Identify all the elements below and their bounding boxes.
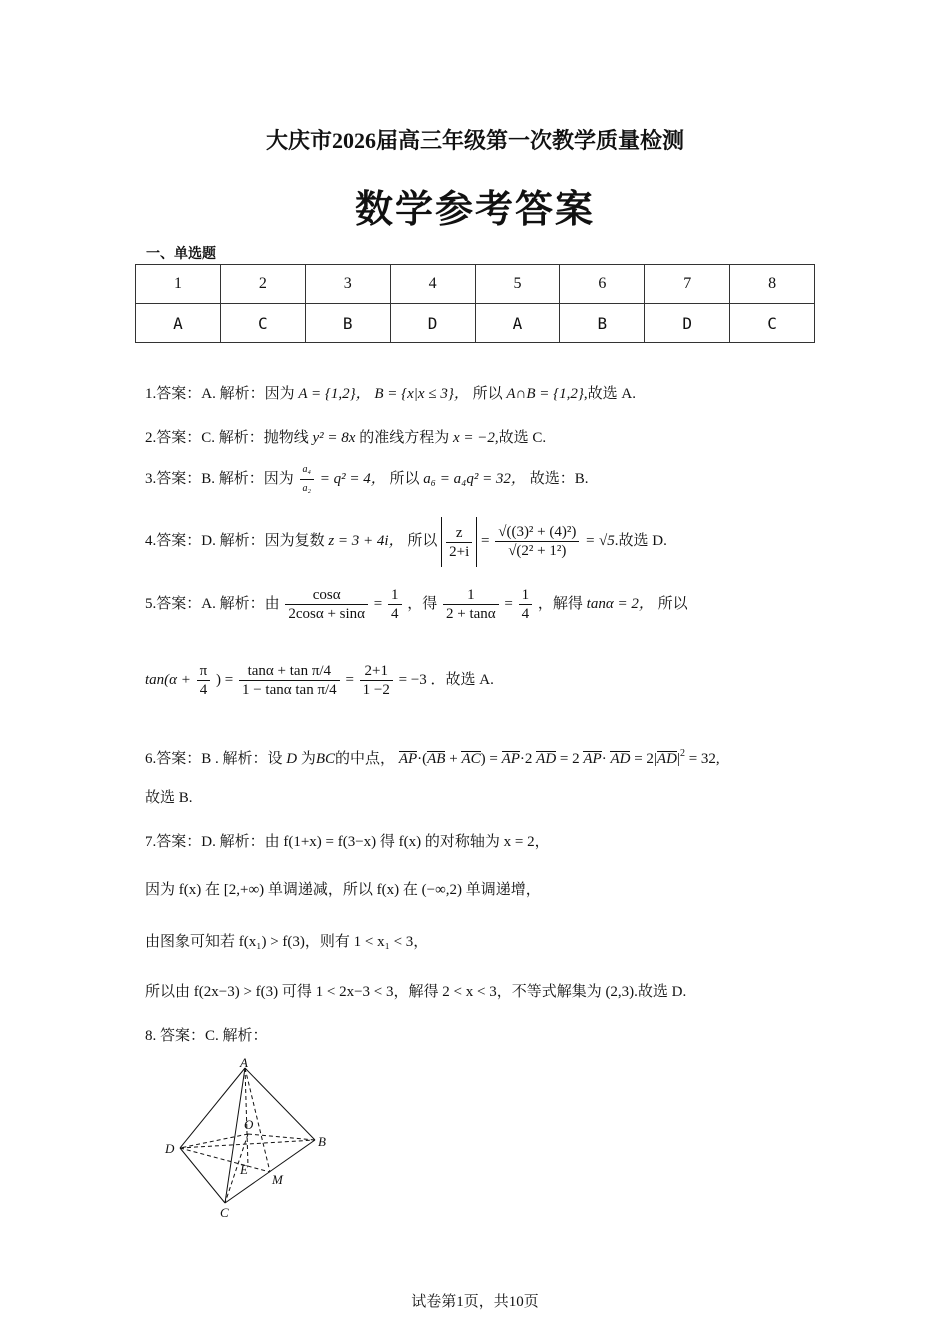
table-cell-answer: A bbox=[475, 304, 560, 343]
vector-AD: AD bbox=[536, 751, 557, 767]
fraction-numerator: 1 bbox=[388, 586, 402, 605]
solution-5-math: ) = bbox=[216, 672, 234, 688]
solution-5-text: ．故选 A. bbox=[430, 672, 494, 688]
solution-2 bbox=[145, 428, 546, 448]
fraction-denominator: 2 + tanα bbox=[446, 606, 496, 623]
solution-6-text: 6.答案：B . 解析：设 bbox=[145, 751, 283, 767]
label-E: E bbox=[240, 1162, 248, 1177]
segment-DM bbox=[180, 1148, 270, 1172]
solution-6-math: D bbox=[286, 751, 298, 767]
solution-6-math: BC bbox=[315, 751, 336, 767]
fraction-numerator: 2+1 bbox=[360, 662, 393, 681]
fraction-denominator: 4 bbox=[391, 606, 399, 623]
solution-6-tail: 故选 B. bbox=[145, 790, 193, 806]
vector-AP: AP bbox=[583, 751, 602, 767]
solution-5-fraction bbox=[388, 586, 402, 623]
solution-5-fraction bbox=[519, 586, 533, 623]
table-cell-number: 5 bbox=[475, 265, 560, 304]
answer-table-answer-row bbox=[136, 304, 815, 343]
solution-1-math: A = {1,2}， bbox=[298, 386, 371, 402]
fraction-numerator: cosα bbox=[285, 586, 368, 605]
solution-7-line-1: 7.答案：D. 解析：由 f(1+x) = f(3−x) 得 f(x) 的对称轴为 x = 2， bbox=[145, 834, 550, 850]
fraction-numerator: √((3)² + (4)²) bbox=[495, 523, 579, 542]
table-cell-answer: B bbox=[305, 304, 390, 343]
table-cell-number: 3 bbox=[305, 265, 390, 304]
solution-5-math: tan(α + bbox=[145, 672, 191, 688]
solution-7-line-3: 由图象可知若 f(x₁) > f(3)，则有 1 < x₁ < 3， bbox=[145, 934, 429, 950]
solution-5-text: ，得 bbox=[407, 596, 438, 612]
fraction-denominator: 1 − tanα tan π/4 bbox=[241, 682, 337, 699]
vector-AP: AP bbox=[398, 751, 418, 767]
solution-4-fraction bbox=[495, 523, 579, 560]
vector-AB: AB bbox=[427, 751, 446, 767]
vector-AC: AC bbox=[461, 751, 481, 767]
solution-2-text: 的准线方程为 bbox=[359, 430, 450, 446]
answer-table-header-row bbox=[136, 265, 815, 304]
document-subtitle: 数学参考答案 bbox=[354, 189, 595, 231]
segment-OB bbox=[248, 1134, 315, 1140]
table-cell-answer: D bbox=[645, 304, 730, 343]
solution-6-text: 的中点， bbox=[335, 751, 396, 767]
fraction-numerator: a₄ bbox=[300, 461, 314, 480]
vector-AD: AD bbox=[610, 751, 631, 767]
fraction-denominator: √(2² + 1²) bbox=[508, 543, 567, 560]
solution-6: 6.答案：B . 解析：设 D 为BC的中点， AP·(AB + AC) = AP·2 AD = 2 AP· AD = $2|AD|^2 = 32$, bbox=[145, 748, 720, 767]
solution-2-math: x = −2 bbox=[452, 430, 495, 446]
label-B: B bbox=[318, 1134, 326, 1149]
solution-5-text: ，解得 bbox=[537, 596, 583, 612]
solution-4-text: 4.答案：D. 解析：因为复数 bbox=[145, 533, 325, 549]
table-cell-answer: C bbox=[220, 304, 305, 343]
fraction-numerator: z bbox=[446, 524, 472, 543]
solution-2-math: y² = 8x bbox=[312, 430, 356, 446]
table-cell-answer: D bbox=[390, 304, 475, 343]
fraction-denominator: 4 bbox=[199, 682, 208, 699]
fraction-numerator: tanα + tan π/4 bbox=[239, 662, 340, 681]
solution-5-fraction bbox=[443, 586, 499, 623]
fraction-numerator: π bbox=[197, 662, 211, 681]
solution-5-fraction bbox=[239, 662, 340, 699]
fraction-denominator: a₂ bbox=[302, 483, 311, 495]
solution-7-line-2: 因为 f(x) 在 [2,+∞) 单调递减，所以 f(x) 在 (−∞,2) 单调递增， bbox=[145, 882, 541, 898]
page-footer: 试卷第1页，共10页 bbox=[411, 1294, 539, 1310]
solution-5-text: 所以 bbox=[657, 596, 688, 612]
solution-3-fraction bbox=[300, 461, 314, 498]
table-cell-number: 8 bbox=[730, 265, 815, 304]
section-heading: 一、单选题 bbox=[146, 246, 216, 262]
solution-3-text: 故选：B. bbox=[529, 471, 589, 487]
solution-1-math: B = {x|x ≤ 3}， bbox=[374, 386, 469, 402]
table-cell-number: 1 bbox=[136, 265, 221, 304]
solution-4-math: = √5 bbox=[585, 533, 615, 549]
solution-5-fraction bbox=[360, 662, 393, 699]
solution-5-math: = −3 bbox=[398, 672, 427, 688]
fraction-numerator: 1 bbox=[519, 586, 533, 605]
fraction-denominator: 4 bbox=[521, 606, 530, 623]
solution-2-text: 2.答案：C. 解析：抛物线 bbox=[145, 430, 309, 446]
solution-4: 4.答案：D. 解析：因为复数 z = 3 + 4i， 所以 $\frac{z}{2+i}$ = $\frac{\text{√((3)² + (4)²)}}{\text{√(2² + 1²)}}$ = √5.故选 D. bbox=[145, 516, 667, 567]
fraction-denominator: 2+i bbox=[449, 543, 470, 560]
edge-DC bbox=[180, 1148, 225, 1203]
solution-5-fraction bbox=[197, 662, 211, 699]
solution-5-math: tanα = 2， bbox=[586, 596, 654, 612]
table-cell-answer: A bbox=[136, 304, 221, 343]
solution-4-text: .故选 D. bbox=[614, 533, 667, 549]
solution-1 bbox=[145, 384, 636, 404]
solution-4-math: z = 3 + 4i， bbox=[328, 533, 404, 549]
table-cell-number: 2 bbox=[220, 265, 305, 304]
tetrahedron-figure bbox=[160, 1058, 340, 1220]
solution-6-math: = 32, bbox=[688, 751, 720, 767]
solution-2-text: ,故选 C. bbox=[494, 430, 547, 446]
table-cell-answer: C bbox=[730, 304, 815, 343]
table-cell-number: 7 bbox=[645, 265, 730, 304]
solution-1-text: 所以 bbox=[472, 386, 503, 402]
exam-title: 大庆市2026届高三年级第一次教学质量检测 bbox=[265, 128, 684, 153]
solution-3-math: a₆ = a₄q² = 32， bbox=[423, 471, 526, 487]
solution-4-text: 所以 bbox=[407, 533, 438, 549]
solution-5-fraction bbox=[285, 586, 368, 623]
label-D: D bbox=[165, 1141, 175, 1156]
solution-3-text: 所以 bbox=[389, 471, 420, 487]
solution-1-math: A∩B = {1,2} bbox=[506, 386, 584, 402]
label-C: C bbox=[220, 1205, 229, 1220]
label-O: O bbox=[244, 1117, 254, 1132]
solution-5-continued: tan(α + $\frac{\pi}{4}$ ) = $\frac{\text{tanα + tan π/4}}{\text{1 − tanα tan π/4}}$ = $\frac{2+1}{1 -2}$ = −3 ．故选 A. bbox=[145, 663, 494, 699]
fraction-denominator: 2cosα + sinα bbox=[288, 606, 366, 623]
solution-3-math: = q² = 4， bbox=[319, 471, 386, 487]
vector-AP: AP bbox=[501, 751, 520, 767]
solution-5-math: = bbox=[373, 596, 383, 612]
table-cell-number: 6 bbox=[560, 265, 645, 304]
solution-7-line-4: 所以由 f(2x−3) > f(3) 可得 1 < 2x−3 < 3，解得 2 < x < 3，不等式解集为 (2,3).故选 D. bbox=[145, 984, 687, 1000]
solution-4-fraction bbox=[446, 524, 472, 561]
table-cell-number: 4 bbox=[390, 265, 475, 304]
solution-4-abs bbox=[441, 517, 477, 567]
fraction-denominator: 1 −2 bbox=[362, 682, 390, 699]
vector-AD: AD bbox=[656, 751, 677, 767]
solution-8: 8. 答案：C. 解析： bbox=[145, 1028, 268, 1044]
label-M: M bbox=[272, 1172, 283, 1187]
answer-table bbox=[135, 264, 815, 343]
edge-AB bbox=[245, 1068, 315, 1140]
solution-6-text: 为 bbox=[300, 751, 316, 767]
solution-1-text: ,故选 A. bbox=[583, 386, 636, 402]
fraction-numerator: 1 bbox=[443, 586, 499, 605]
label-A: A bbox=[240, 1058, 248, 1070]
solution-3 bbox=[145, 460, 588, 498]
solution-1-text: 1.答案：A. 解析：因为 bbox=[145, 386, 295, 402]
solution-3-text: 3.答案：B. 解析：因为 bbox=[145, 471, 294, 487]
solution-5: 5.答案：A. 解析：由 $\frac{\cos\alpha}{2\cos\alpha + \sin\alpha}$ = $\frac{1}{4}$ ，得 $\frac{1}{2 + \tan\alpha}$ = $\frac{1}{4}$ ，解得 tanα = 2， 所以 bbox=[145, 587, 688, 623]
solution-5-text: 5.答案：A. 解析：由 bbox=[145, 596, 280, 612]
table-cell-answer: B bbox=[560, 304, 645, 343]
